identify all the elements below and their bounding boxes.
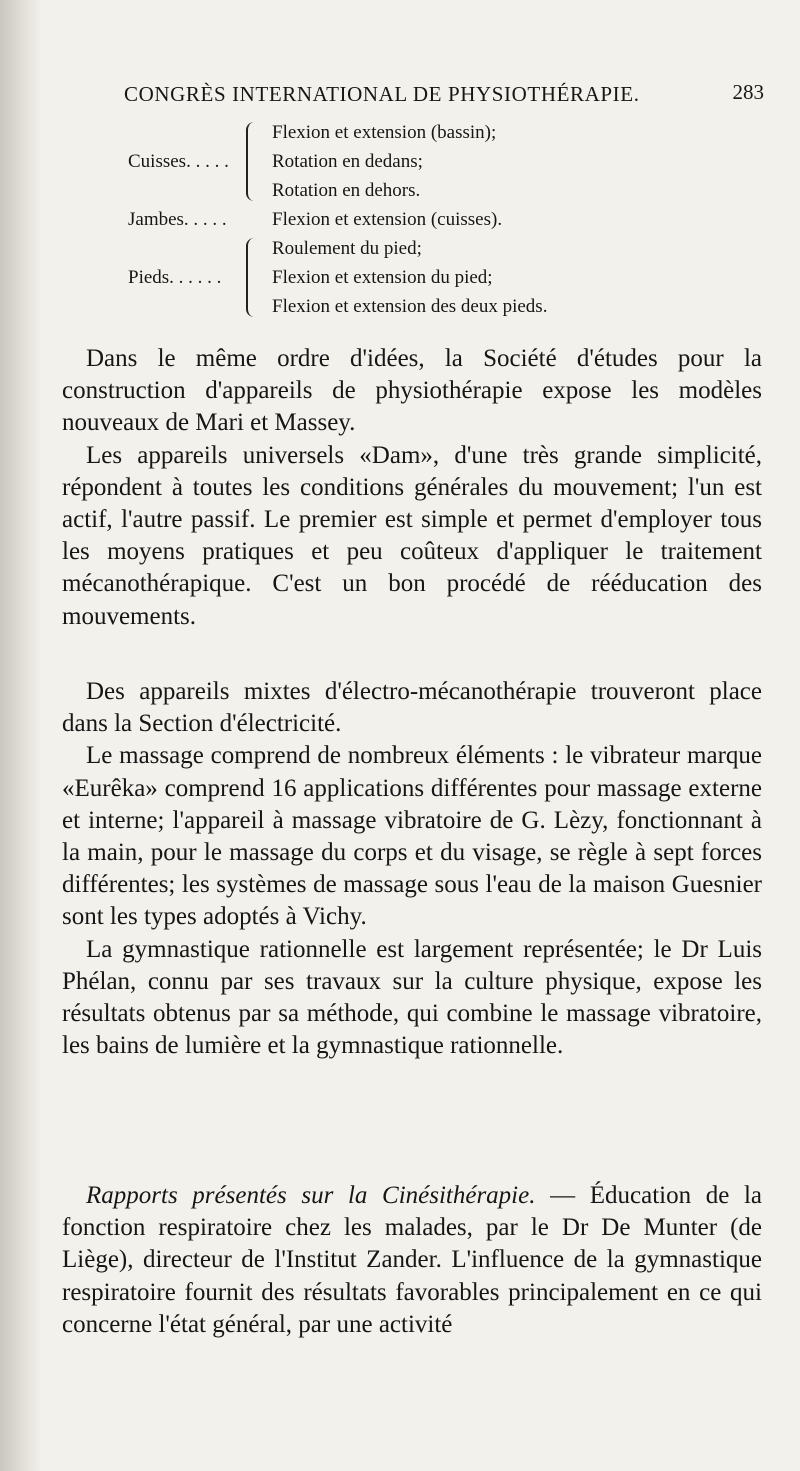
table-group-jambes (128, 205, 688, 234)
paragraph (62, 1180, 762, 1341)
group-label: Jambes. . . . . (128, 209, 227, 230)
group-items (272, 234, 547, 321)
list-item: Rotation en dehors. (272, 180, 421, 201)
text-block-2 (62, 676, 762, 1062)
list-item: Roulement du pied; (272, 238, 422, 259)
list-item: Flexion et extension des deux pieds. (272, 296, 548, 317)
page-number: 283 (732, 80, 764, 104)
list-item: Rotation en dedans; (272, 151, 423, 172)
group-label: Pieds. . . . . . (128, 267, 222, 288)
page-header (124, 78, 764, 112)
table-group-cuisses (128, 118, 688, 205)
text-block-3 (62, 1180, 762, 1341)
paragraph: Les appareils universels «Dam», d'une très grande simplicité, répondent à toutes les conditions générales du mouvement; l'un est actif, l'autre passif. Le premier est simple et permet d'employer tous les moyens pratiques et peu coûteux d'appliquer le traitement mécanothérapique. C'est un bon procédé de rééducation des mouvements. (62, 441, 762, 630)
list-item: Flexion et extension (cuisses). (272, 209, 503, 230)
paragraph: Le massage comprend de nombreux éléments : le vibrateur marque «Eurêka» comprend 16 applications différentes pour massage externe et interne; l'appareil à massage vibratoire de G. Lèzy, fonctionnant à la main, pour le massage du corps et du visage, se règle à sept forces différentes; les systèmes de massage sous l'eau de la maison Guesnier sont les types adoptés à Vichy. (62, 742, 762, 931)
exercise-table (128, 118, 688, 318)
paragraph: Dans le même ordre d'idées, la Société d'études pour la construction d'appareils de physiothérapie expose les modèles nouveaux de Mari et Massey. (62, 345, 762, 437)
table-group-pieds (128, 234, 688, 321)
list-item: Flexion et extension (bassin); (272, 122, 497, 143)
paragraph: La gymnastique rationnelle est largement représentée; le Dr Luis Phélan, connu par ses travaux sur la culture physique, expose les résultats obtenus par sa méthode, qui combine le massage vibratoire, les bains de lumière et la gymnastique rationnelle. (62, 935, 762, 1060)
running-head: CONGRÈS INTERNATIONAL DE PHYSIOTHÉRAPIE. (124, 82, 640, 106)
page-edge-shadow (0, 0, 42, 1471)
text-block-1 (62, 343, 762, 633)
brace (246, 122, 258, 201)
group-items (272, 205, 502, 234)
list-item: Flexion et extension du pied; (272, 267, 493, 288)
brace (246, 238, 258, 317)
paragraph: Des appareils mixtes d'électro-mécanothérapie trouveront place dans la Section d'électricité. (62, 678, 762, 738)
group-label: Cuisses. . . . . (128, 151, 229, 172)
paragraph-text: — Éducation de la fonction respiratoire chez les malades, par le Dr De Munter (de Liège), directeur de l'Institut Zander. L'influence de la gymnastique respiratoire fournit des résultats favorables principalement en ce qui concerne l'état général, par une activité (62, 1182, 762, 1338)
section-title: Rapports présentés sur la Cinésithérapie. (86, 1182, 536, 1209)
group-items (272, 118, 496, 205)
